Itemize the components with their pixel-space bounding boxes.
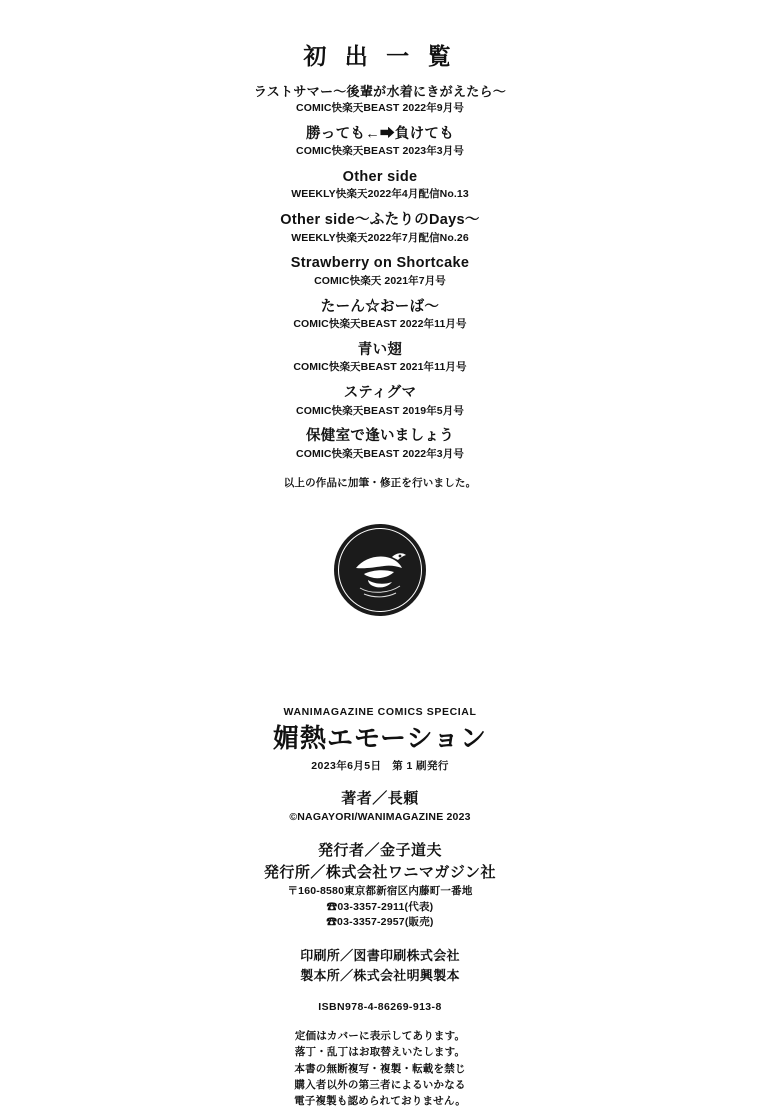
credits-entry [0,211,760,245]
credits-entry-source: COMIC快楽天BEAST 2023年3月号 [296,145,464,158]
publisher-emblem [0,524,760,616]
credits-entry [0,83,760,115]
author-line: 著者／長頼 [341,789,419,807]
credits-entry-title: たーん☆おーば～ [320,298,440,315]
publisher-seal-icon [334,524,426,616]
production-block [0,946,760,985]
credits-entry-title: 保健室で逢いましょう [306,428,454,445]
credits-entry-source: COMIC快楽天BEAST 2019年5月号 [296,404,464,417]
publisher-company: 発行所／株式会社ワニマガジン社 [263,864,497,882]
isbn-line: ISBN978-4-86269-913-8 [318,1001,442,1014]
credits-entry-source: COMIC快楽天BEAST 2022年11月号 [293,318,467,331]
printer-line: 印刷所／図書印刷株式会社 [300,948,460,964]
credits-entry-source: WEEKLY快楽天2022年7月配信No.26 [291,231,469,244]
notice-line: 本書の無断複写・複製・転載を禁じ [294,1062,466,1075]
author-block [0,788,760,826]
credits-entry-source: COMIC快楽天BEAST 2022年9月号 [296,101,464,114]
credits-entry [0,298,760,332]
phone-sales: ☎03-3357-2957(販売) [326,916,434,929]
imprint-label: WANIMAGAZINE COMICS SPECIAL [283,706,477,718]
publisher-person: 発行者／金子道夫 [317,842,442,860]
binder-line: 製本所／株式会社明興製本 [300,967,460,983]
colophon-section [0,706,760,1109]
first-appearance-section [0,44,760,490]
credits-entry-title: Other side [342,168,418,185]
credits-entry-title: 勝っても←➡負けても [306,125,454,142]
book-title: 媚熱エモーション [273,723,487,753]
credits-entry-title: Strawberry on Shortcake [290,255,470,272]
notice-line: 落丁・乱丁はお取替えいたします。 [294,1046,466,1059]
credits-entry-source: COMIC快楽天 2021年7月号 [314,274,446,287]
notice-line: 電子複製も認められておりません。 [294,1095,466,1108]
credits-note: 以上の作品に加筆・修正を行いました。 [283,476,477,489]
credits-entry [0,254,760,288]
legal-notices [0,1028,760,1109]
credits-entry-source: WEEKLY快楽天2022年4月配信No.13 [291,188,469,201]
credits-entry [0,384,760,418]
phone-main: ☎03-3357-2911(代表) [326,900,434,913]
credits-entry [0,341,760,375]
credits-entry-title: 青い翅 [357,341,403,358]
publication-date: 2023年6月5日 第 1 刷発行 [311,759,449,772]
credits-entry-title: ラストサマー～後輩が水着にきがえたら～ [253,84,507,100]
credits-entry [0,125,760,159]
copyright-line: ©NAGAYORI/WANIMAGAZINE 2023 [289,810,471,823]
notice-line: 購入者以外の第三者によるいかなる [294,1078,466,1091]
publisher-address: 〒160-8580東京都新宿区内藤町一番地 [287,884,473,897]
credits-entry-title: スティグマ [343,385,417,402]
publisher-block [0,840,760,931]
credits-entry-source: COMIC快楽天BEAST 2022年3月号 [296,447,464,460]
credits-entry [0,427,760,461]
credits-heading: 初 出 一 覧 [303,43,457,69]
notice-line: 定価はカバーに表示してあります。 [294,1030,466,1043]
credits-entry-title: Other side～ふたりのDays～ [280,212,480,229]
credits-entry-source: COMIC快楽天BEAST 2021年11月号 [293,361,467,374]
credits-entry [0,168,760,202]
